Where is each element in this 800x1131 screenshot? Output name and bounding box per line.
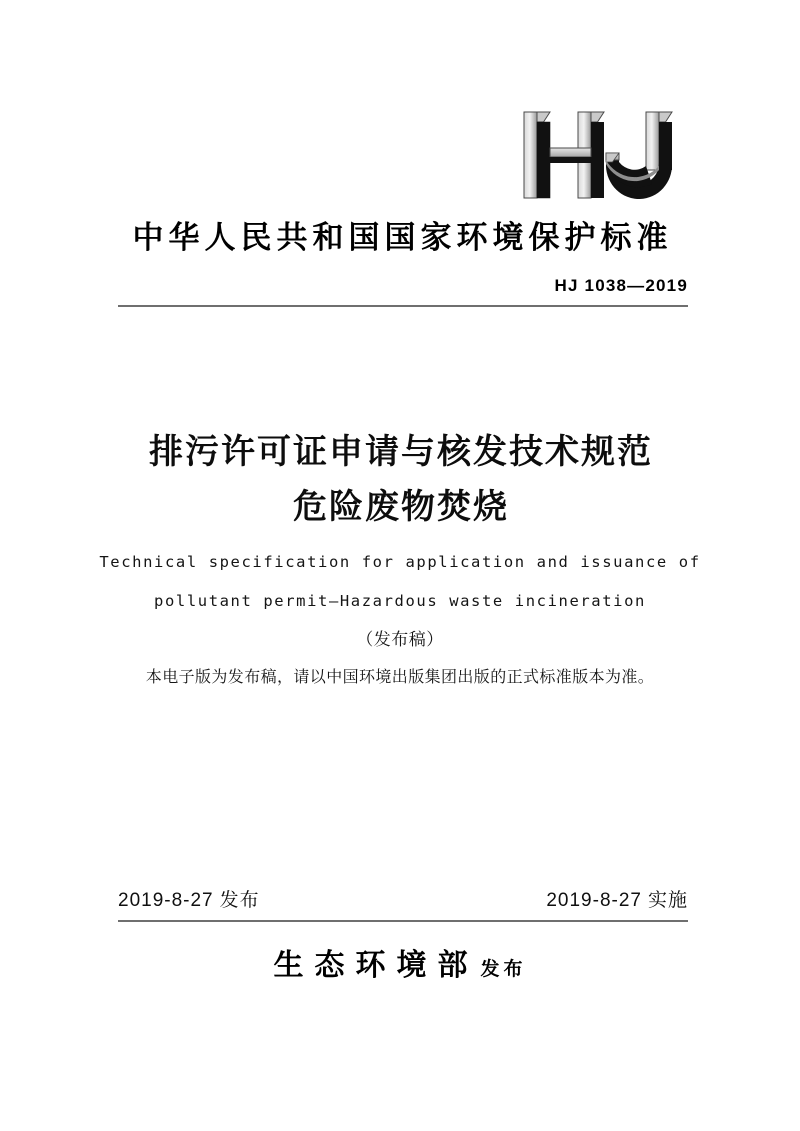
page-subtitle-line-2: pollutant permit—Hazardous waste incineration — [154, 592, 646, 610]
issuing-organization-name: 生态环境部 — [273, 949, 479, 982]
issue-date-value: 2019-8-27 — [118, 890, 214, 911]
draft-status-mark: （发布稿） — [356, 630, 444, 649]
standard-number: HJ 1038—2019 — [554, 276, 688, 295]
issue-date-label: 发布 — [219, 890, 260, 911]
effective-date — [546, 885, 688, 912]
draft-disclaimer-note: 本电子版为发布稿，请以中国环境出版集团出版的正式标准版本为准。 — [145, 669, 655, 686]
effective-date-value: 2019-8-27 — [546, 890, 642, 911]
hj-logo-icon — [0, 104, 688, 200]
page-title-line-1: 排污许可证申请与核发技术规范 — [149, 433, 653, 471]
issuing-organization — [0, 940, 800, 984]
page-title-line-2: 危险废物焚烧 — [293, 488, 509, 526]
page-subtitle-line-1: Technical specification for application and issuance of — [99, 553, 701, 571]
page-title — [0, 425, 800, 535]
page-subtitle-english — [0, 543, 800, 621]
publication-dates — [118, 885, 688, 912]
issuing-organization-verb: 发布 — [480, 959, 527, 980]
standard-body-title: 中华人民共和国国家环境保护标准 — [132, 220, 673, 255]
footer-divider — [118, 920, 688, 922]
issue-date — [118, 885, 260, 912]
header-divider — [118, 305, 688, 307]
effective-date-label: 实施 — [647, 890, 688, 911]
